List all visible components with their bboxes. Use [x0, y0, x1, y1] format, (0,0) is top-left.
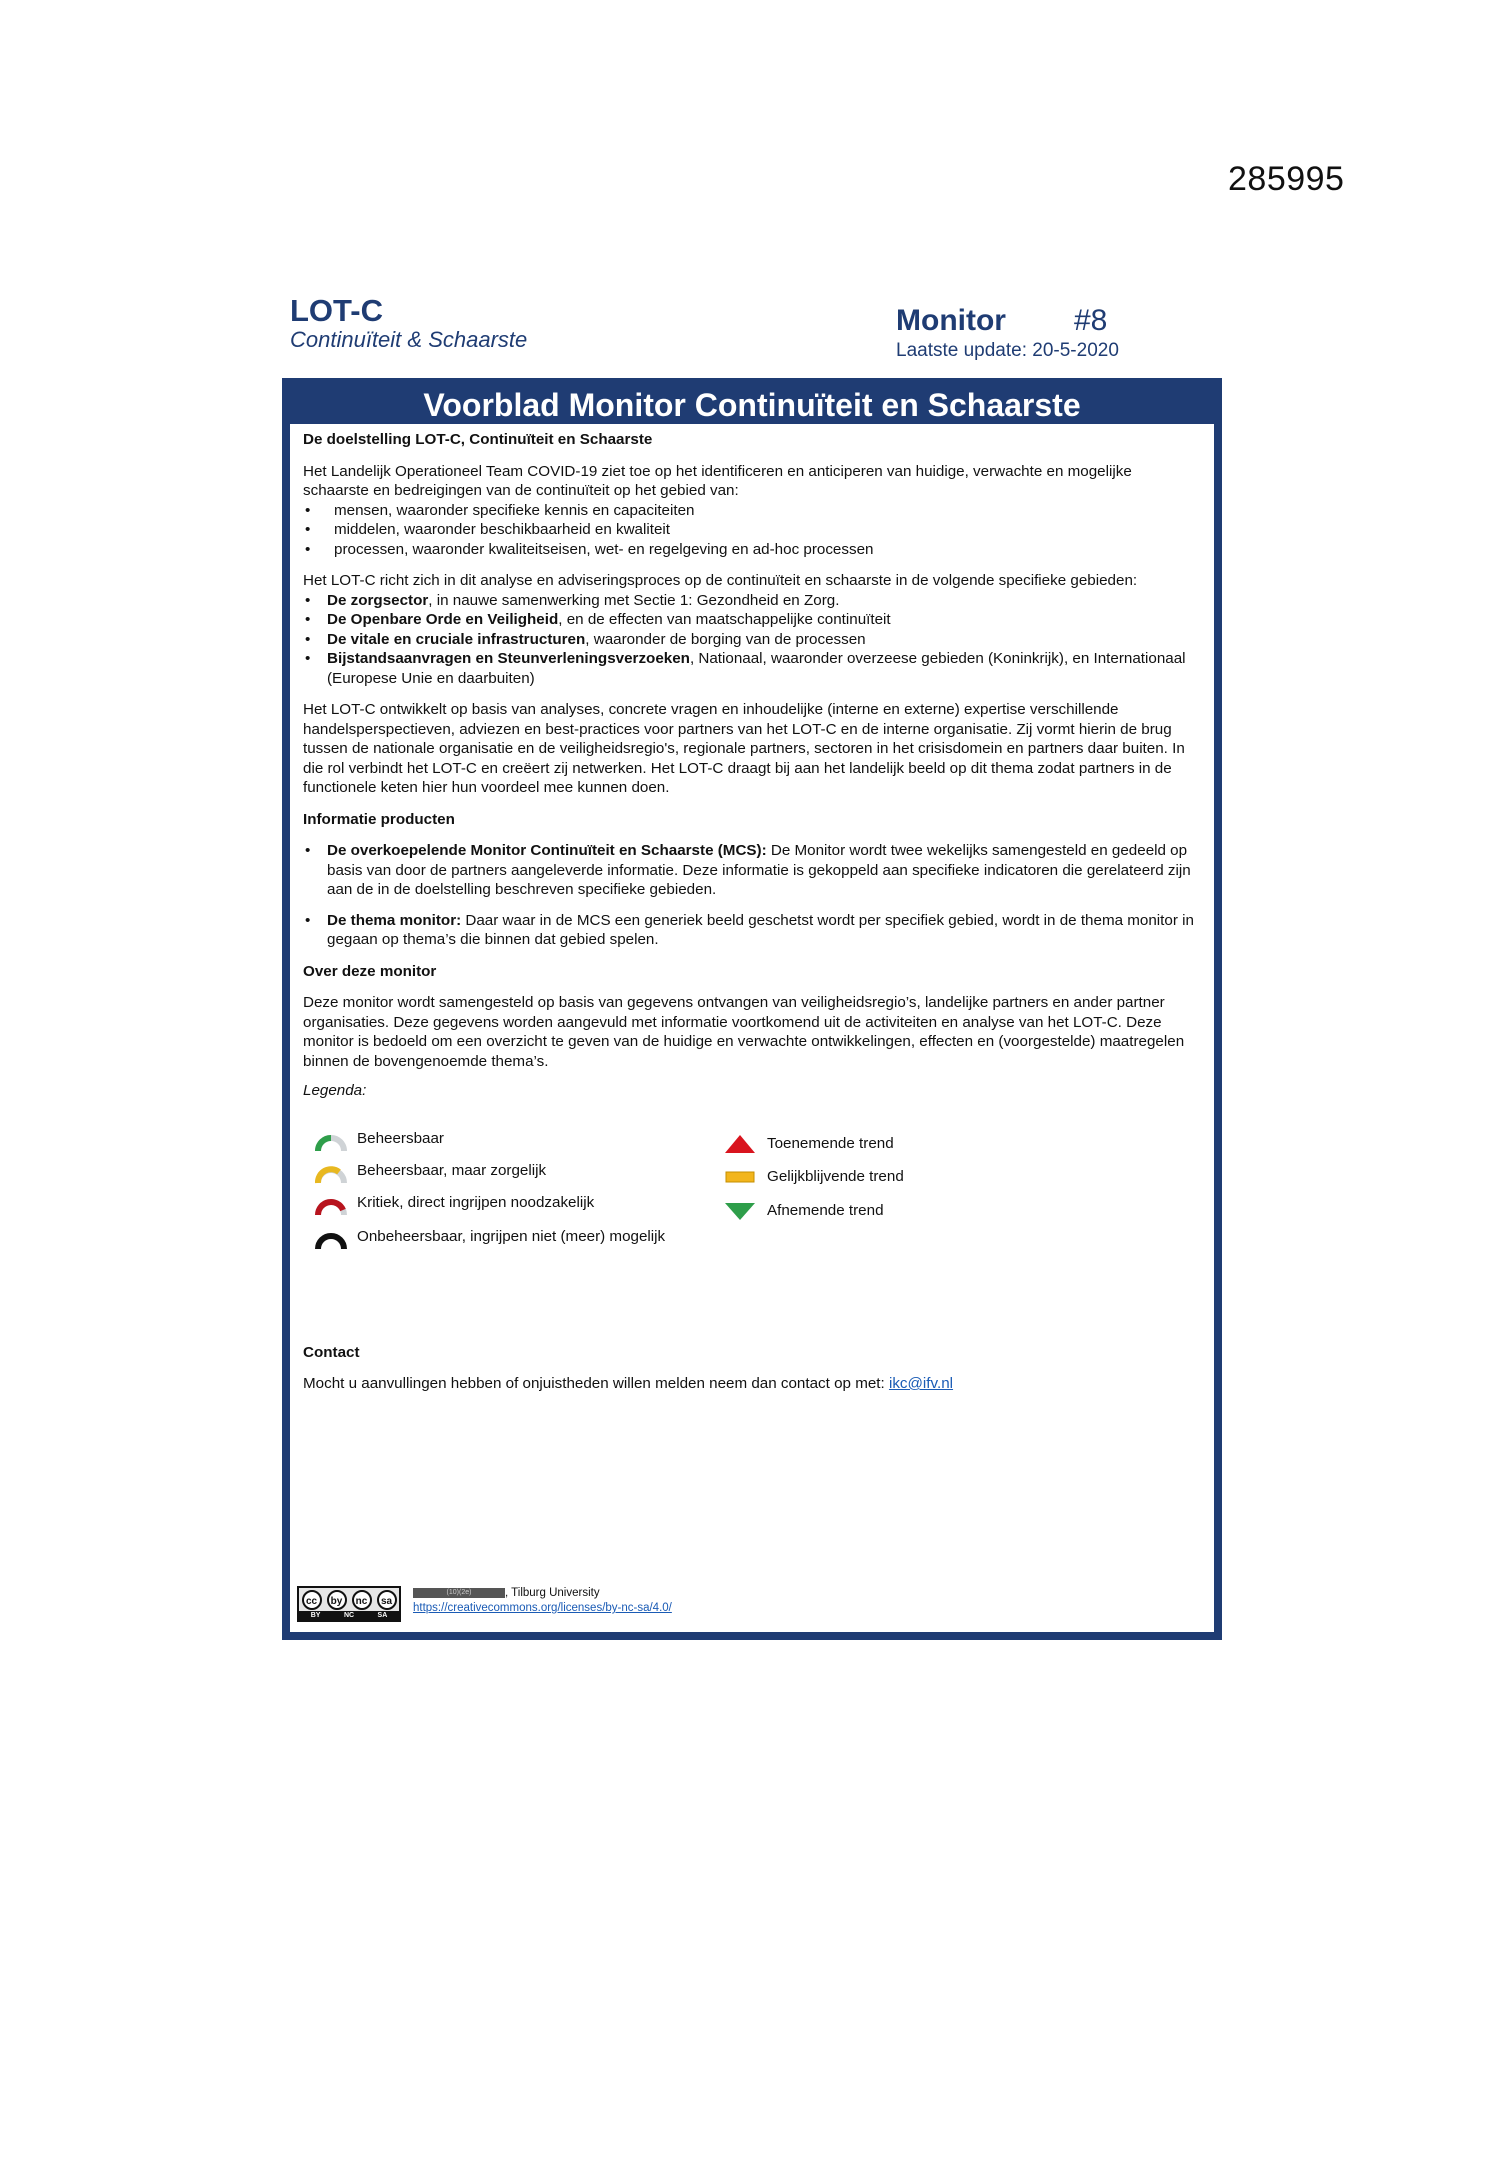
gauge-black-icon [313, 1223, 349, 1251]
org-subtitle: Continuïteit & Schaarste [290, 327, 528, 352]
goal-paragraph: Het LOT-C ontwikkelt op basis van analyses, concrete vragen en inhoudelijke (interne en externe) expertise verschillende handelsperspectieven, adviezen en best-practices voor partners van het LOT-C en de interne organisatie. Zij vormt hierin de brug tussen de nationale organisatie en de veiligheidsregio's, regionale partners, sectoren in het crisisdomein en partners daar buiten. In die rol verbindt het LOT-C en creëert zij netwerken. Het LOT-C draagt bij aan het landelijk beeld op dit thema zodat partners in de functionele keten hier hun voordeel mee kunnen doen. [303, 701, 1185, 796]
institution-name: , Tilburg University [505, 1587, 600, 1599]
list-item: • mensen, waaronder specifieke kennis en capaciteiten [303, 501, 1201, 521]
cover-frame [282, 378, 1222, 1640]
legend-status-critical: Kritiek, direct ingrijpen noodzakelijk [313, 1189, 594, 1217]
legend [303, 1115, 1201, 1265]
legend-trend-increasing: Toenemende trend [723, 1133, 894, 1155]
section-heading-about: Over deze monitor [303, 962, 437, 980]
section-heading-contact: Contact [303, 1343, 360, 1361]
goal-intro: Het Landelijk Operationeel Team COVID-19 ziet toe op het identificeren en anticiperen van huidige, verwachte en mogelijke schaarste en bedreigingen van de continuïteit op het gebied van: [303, 462, 1132, 499]
footer-text [413, 1586, 672, 1616]
nc-icon: nc [352, 1590, 372, 1610]
sa-icon: sa [377, 1590, 397, 1610]
gauge-yellow-icon [313, 1157, 349, 1185]
cc-icon: cc [302, 1590, 322, 1610]
org-name: LOT-C [290, 293, 383, 328]
gauge-green-icon [313, 1125, 349, 1153]
legend-status-unmanageable: Onbeheersbaar, ingrijpen niet (meer) mogelijk [313, 1223, 665, 1251]
content-panel [290, 424, 1214, 1632]
legend-trend-stable: Gelijkblijvende trend [723, 1166, 904, 1188]
monitor-label: Monitor [896, 304, 1006, 337]
document-number: 285995 [1228, 160, 1345, 198]
footer [297, 1586, 672, 1622]
list-item: • De zorgsector, in nauwe samenwerking met Sectie 1: Gezondheid en Zorg. [303, 591, 1201, 611]
contact-email-link[interactable]: ikc@ifv.nl [888, 1375, 954, 1392]
gauge-red-icon [313, 1189, 349, 1217]
triangle-up-icon [723, 1133, 757, 1155]
section-heading-products: Informatie producten [303, 810, 455, 828]
legend-status-manageable: Beheersbaar [313, 1125, 444, 1153]
contact-text: Mocht u aanvullingen hebben of onjuistheden willen melden neem dan contact op met: ikc@ifv.nl [303, 1375, 954, 1392]
list-item: • De thema monitor: Daar waar in de MCS een generiek beeld geschetst wordt per specifiek gebied, wordt in de thema monitor in gegaan op thema’s die binnen dat gebied spelen. [303, 911, 1201, 950]
legend-status-worrying: Beheersbaar, maar zorgelijk [313, 1157, 546, 1185]
about-paragraph: Deze monitor wordt samengesteld op basis van gegevens ontvangen van veiligheidsregio’s, landelijke partners en ander partner organisaties. Deze gegevens worden aangevuld met informatie voortkomend uit de activiteiten en analyse van het LOT-C. Deze monitor is bedoeld om een overzicht te geven van de huidige en verwachte ontwikkelingen, effecten en (voorgestelde) maatregelen binnen de bovengenoemde thema’s. [303, 994, 1185, 1070]
products-list [303, 841, 1201, 950]
redacted-block: (10)(2e) [413, 1588, 505, 1598]
cc-license-badge: cc by nc sa BY NC SA [297, 1586, 401, 1622]
list-item: • De Openbare Orde en Veiligheid, en de effecten van maatschappelijke continuïteit [303, 610, 1201, 630]
areas-intro: Het LOT-C richt zich in dit analyse en adviseringsproces op de continuïteit en schaarste in de volgende specifieke gebieden: [303, 572, 1138, 589]
list-item: • De vitale en cruciale infrastructuren, waaronder de borging van de processen [303, 630, 1201, 650]
list-item: • middelen, waaronder beschikbaarheid en kwaliteit [303, 520, 1201, 540]
goal-list [303, 501, 1201, 560]
list-item: • De overkoepelende Monitor Continuïteit en Schaarste (MCS): De Monitor wordt twee wekelijks samengesteld en gedeeld op basis van door de partners aangeleverde informatie. Deze informatie is gekoppeld aan specifieke indicatoren die gerelateerd zijn aan de in de doelstelling beschreven specifieke gebieden. [303, 841, 1201, 900]
triangle-down-icon [723, 1200, 757, 1222]
list-item: • Bijstandsaanvragen en Steunverleningsverzoeken, Nationaal, waaronder overzeese gebieden (Koninkrijk), en Internationaal (Europese Unie en daarbuiten) [303, 649, 1201, 688]
by-icon: by [327, 1590, 347, 1610]
header-organization [290, 295, 527, 353]
last-update: Laatste update: 20-5-2020 [896, 340, 1119, 361]
page-title: Voorblad Monitor Continuïteit en Schaarste [423, 387, 1081, 423]
legend-trend-decreasing: Afnemende trend [723, 1200, 884, 1222]
header-monitor [896, 305, 1119, 363]
legend-label: Legenda: [303, 1082, 367, 1099]
bar-icon [723, 1166, 757, 1188]
monitor-number: #8 [1073, 304, 1108, 337]
section-heading-goal: De doelstelling LOT-C, Continuïteit en Schaarste [303, 431, 653, 448]
areas-list [303, 591, 1201, 689]
list-item: • processen, waaronder kwaliteitseisen, wet- en regelgeving en ad-hoc processen [303, 540, 1201, 560]
license-link[interactable]: https://creativecommons.org/licenses/by-nc-sa/4.0/ [413, 1602, 672, 1614]
